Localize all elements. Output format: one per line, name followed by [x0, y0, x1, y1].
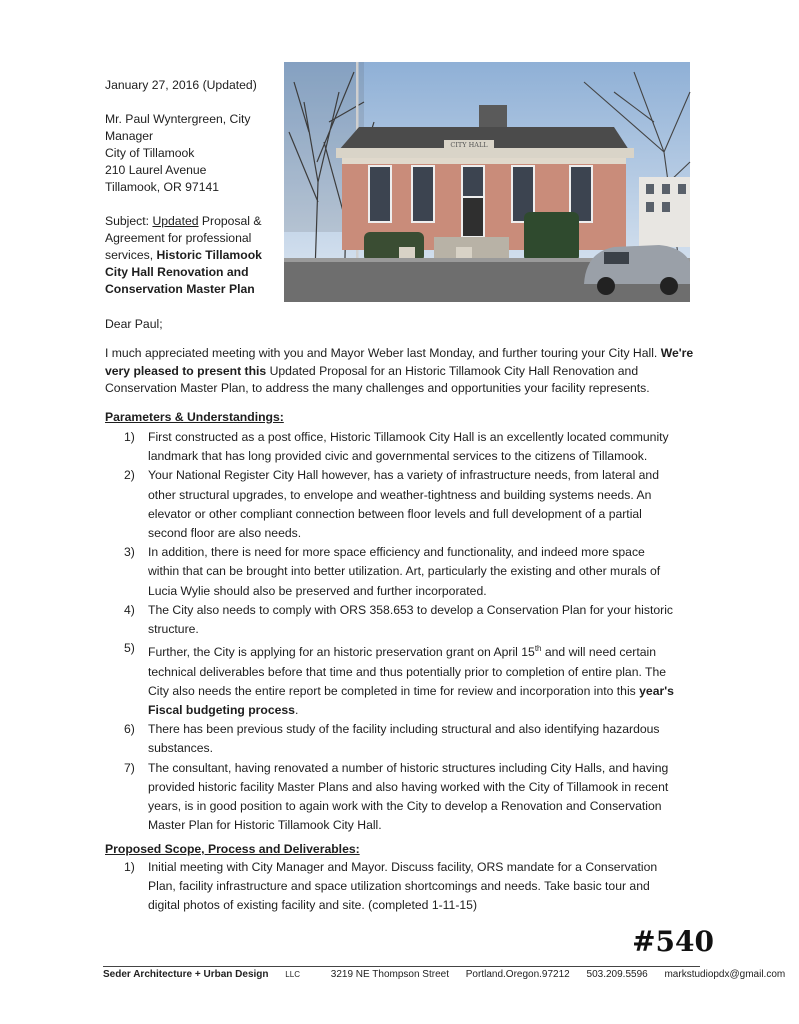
- footer-phone: 503.209.5596: [586, 969, 648, 980]
- recipient-line: Mr. Paul Wyntergreen, City: [105, 112, 251, 126]
- list-item: 5) Further, the City is applying for an historic preservation grant on April 15th and will need certain technical deliverables before that time and thus potentially prior to completion of entire plan. The City also needs the entire report be completed in time for review and incorporation into this year's Fiscal budgeting process.: [124, 641, 674, 717]
- list-item: 7) The consultant, having renovated a number of historic structures including City Halls, and having provided historic facility Master Plans and also having worked with the City of Tillamook in recent years, is in good position to again work with the City to develop a Renovation and Conservation Master Plan for Historic Tillamook City Hall.: [124, 760, 669, 833]
- address-block: [105, 77, 275, 298]
- recipient-line: 210 Laurel Avenue: [105, 163, 207, 177]
- list-item: 3) In addition, there is need for more space efficiency and functionality, and indeed more space within that can be brought into better utilization. Art, particularly the existing and other murals of Lucia Wylie should also be preserved and further incorporated.: [124, 545, 661, 598]
- list-item: 1) Initial meeting with City Manager and Mayor. Discuss facility, ORS mandate for a Conservation Plan, facility infrastructure and space utilization shortcomings and needs. Take basic tour and digital photos of existing facility and site. (completed 1-11-15): [124, 860, 658, 913]
- footer-divider: [103, 966, 700, 967]
- parameters-heading: Parameters & Understandings:: [105, 410, 284, 424]
- subject-line: Subject: Updated Proposal & Agreement for professional services, Historic Tillamook City Hall Renovation and Conservation Master Plan: [105, 214, 262, 296]
- recipient-line: City of Tillamook: [105, 146, 195, 160]
- scope-heading: Proposed Scope, Process and Deliverables:: [105, 842, 360, 856]
- list-item: 4) The City also needs to comply with ORS 358.653 to develop a Conservation Plan for your historic structure.: [124, 602, 674, 637]
- parameters-list: [124, 428, 678, 835]
- recipient-line: Tillamook, OR 97141: [105, 180, 220, 194]
- list-item: 1) First constructed as a post office, Historic Tillamook City Hall is an excellently located community landmark that has long provided civic and governmental services to the citizens of Tillamook.: [124, 430, 669, 464]
- city-hall-photo: [284, 62, 690, 302]
- letterhead-footer: [103, 969, 786, 980]
- scope-list: [124, 858, 678, 916]
- firm-name: Seder Architecture + Urban Design LLC: [103, 969, 300, 980]
- document-number-stamp: #540: [632, 925, 714, 958]
- letter-date: January 27, 2016 (Updated): [105, 78, 257, 92]
- city-hall-sign: CITY HALL: [450, 141, 488, 149]
- footer-street: 3219 NE Thompson Street: [330, 969, 449, 980]
- salutation: Dear Paul;: [105, 317, 163, 331]
- intro-paragraph: I much appreciated meeting with you and Mayor Weber last Monday, and further touring your City Hall. We're very pleased to present this Updated Proposal for an Historic Tillamook City Hall Renovation and Conservation Master Plan, to address the many challenges and opportunities your facility represents.: [105, 346, 694, 395]
- recipient-line: Manager: [105, 129, 154, 143]
- list-item: 6) There has been previous study of the facility including structural and also identifying hazardous substances.: [124, 722, 660, 756]
- footer-city: Portland.Oregon.97212: [465, 969, 570, 980]
- footer-email: markstudiopdx@gmail.com: [664, 969, 786, 980]
- list-item: 2) Your National Register City Hall however, has a variety of infrastructure needs, from lateral and other structural upgrades, to envelope and weather-tightness and building systems needs. An elevator or other compliant connection between floor levels and full development of a partial second floor are also needs.: [124, 468, 659, 541]
